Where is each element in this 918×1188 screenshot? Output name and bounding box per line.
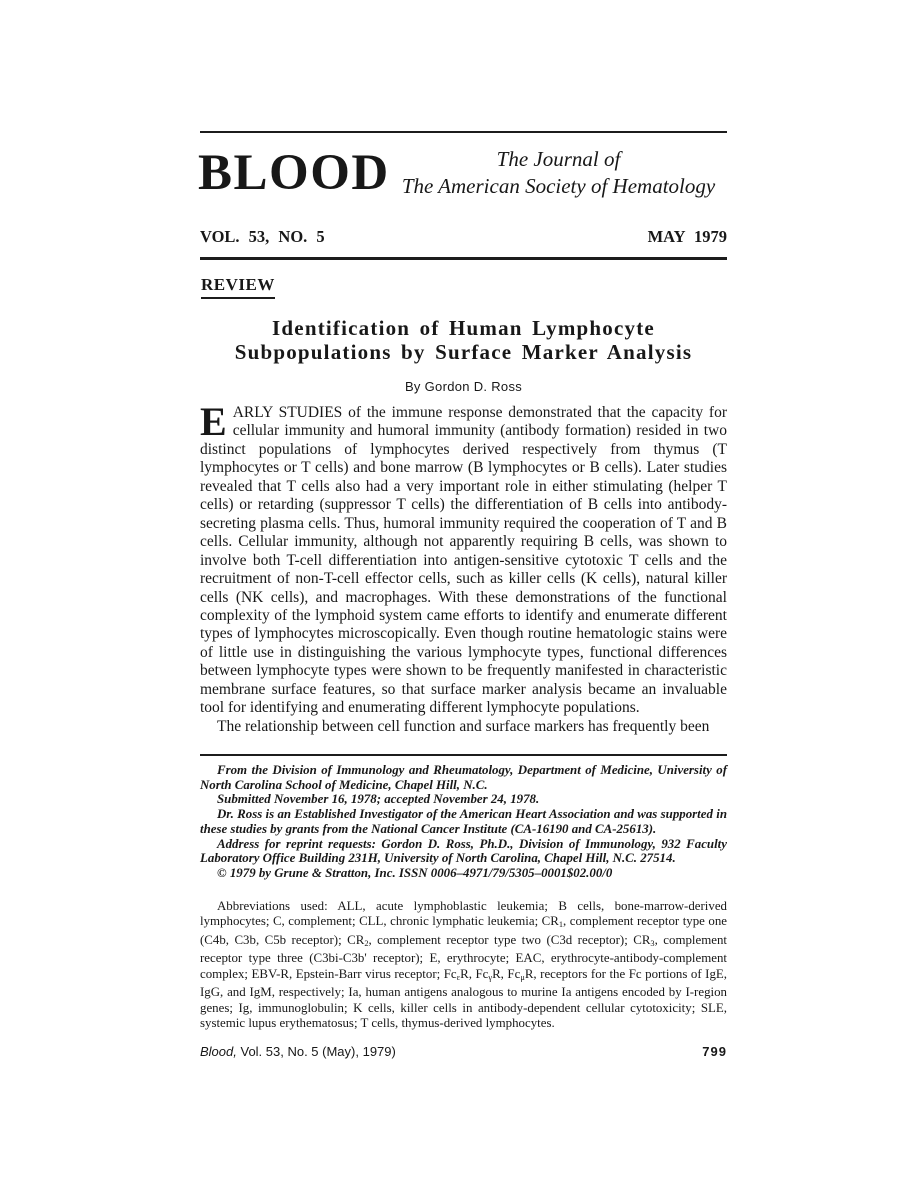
article-title-line2: Subpopulations by Surface Marker Analysis [234, 339, 693, 364]
footnote-support: Dr. Ross is an Established Investigator of the American Heart Association and was supported in these studies by grants from the National Cancer Institute (CA-16190 and CA-25613). [200, 807, 727, 836]
dropcap: E [200, 399, 227, 444]
journal-subtitle-line1: The Journal of [496, 147, 621, 171]
article-body [200, 399, 727, 736]
page-footer [200, 1044, 727, 1059]
body-paragraph-1 [200, 399, 727, 718]
journal-logo: BLOOD [198, 145, 390, 201]
footnote-reprints: Address for reprint requests: Gordon D. Ross, Ph.D., Division of Immunology, 932 Faculty Laboratory Office Building 231H, University of North Carolina, Chapel Hill, N.C. 27514. [200, 836, 727, 866]
body-paragraph-2: The relationship between cell function and surface markers has frequently been [217, 717, 710, 735]
footnotes [200, 763, 727, 881]
journal-subtitle [390, 146, 727, 200]
footer-citation [200, 1044, 396, 1059]
masthead-top-rule [200, 131, 727, 133]
volume-issue-row [200, 227, 727, 247]
page-number: 799 [702, 1044, 727, 1059]
footer-citation-rest: Vol. 53, No. 5 (May), 1979) [236, 1044, 396, 1059]
footnote-affiliation: From the Division of Immunology and Rheumatology, Department of Medicine, University of North Carolina School of Medicine, Chapel Hill, N.C. [200, 763, 727, 792]
volume-label: VOL. 53, NO. 5 [200, 227, 325, 246]
article-title [200, 317, 727, 364]
section-label: REVIEW [201, 275, 275, 299]
footer-journal-name: Blood, [200, 1044, 237, 1059]
article-title-line1: Identification of Human Lymphocyte [272, 316, 655, 340]
issue-date-label: MAY 1979 [647, 227, 727, 246]
footnote-rule [200, 754, 727, 756]
footnote-submitted: Submitted November 16, 1978; accepted November 24, 1978. [217, 792, 540, 807]
abbreviations-block [200, 899, 727, 1032]
lead-caps: ARLY STUDIES [232, 404, 343, 421]
masthead-bottom-rule [200, 257, 727, 260]
abbreviations-text: Abbreviations used: ALL, acute lymphoblastic leukemia; B cells, bone-marrow-derived lymphocytes; C, complement; CLL, chronic lymphatic leukemia; $CR_1$, complement receptor type one (C4b, C3b, C5b receptor); $CR_2$, complement receptor type two (C3d receptor); $CR_3$, complement receptor type three (C3bi-C3b' receptor); E, erythrocyte; EAC, erythrocyte-antibody-complement complex; EBV-R, Epstein-Barr virus receptor; $Fc_\varepsilon R$, $Fc_\gamma R$, $Fc_\mu R$, receptors for the Fc portions of IgE, IgG, and IgM, respectively; Ia, human antigens analogous to murine Ia antigens encoded by I-region genes; Ig, immunoglobulin; K cells, killer cells in antibody-dependent cellular cytotoxicity; SLE, systemic lupus erythematosus; T cells, thymus-derived lymphocytes. [200, 899, 728, 1031]
byline: By Gordon D. Ross [404, 379, 523, 394]
paragraph-1-text: of the immune response demonstrated that the capacity for cellular immunity and humoral immunity (antibody formation) resided in two distinct populations of lymphocytes derived respectively from thymus (T lymphocytes or T cells) and bone marrow (B lymphocytes or B cells). Later studies revealed that T cells also had a very important role in either stimulating (helper T cells) or retarding (suppressor T cells) the differentiation of B cells into antibody-secreting plasma cells. Thus, humoral immunity required the cooperation of T and B cells. Cellular immunity, although not apparently requiring B cells, was shown to involve both T-cell differentiation into antigen-sensitive cytotoxic T cells and the recruitment of non-T-cell effector cells, such as killer cells (K cells), natural killer cells (NK cells), and macrophages. With these demonstrations of the functional complexity of the lymphoid system came efforts to identify and enumerate different types of lymphocytes microscopically. Even though routine hematologic stains were of little use in distinguishing the various lymphocyte types, functional differences between lymphocyte types were shown to be frequently manifested in characteristic membrane surface features, so that surface marker analysis became an invaluable tool for identifying and enumerating different lymphocyte populations. [200, 404, 727, 717]
footnote-copyright: © 1979 by Grune & Stratton, Inc. ISSN 0006–4971/79/5305–0001$02.00/0 [217, 865, 613, 880]
journal-subtitle-line2: The American Society of Hematology [401, 174, 716, 198]
